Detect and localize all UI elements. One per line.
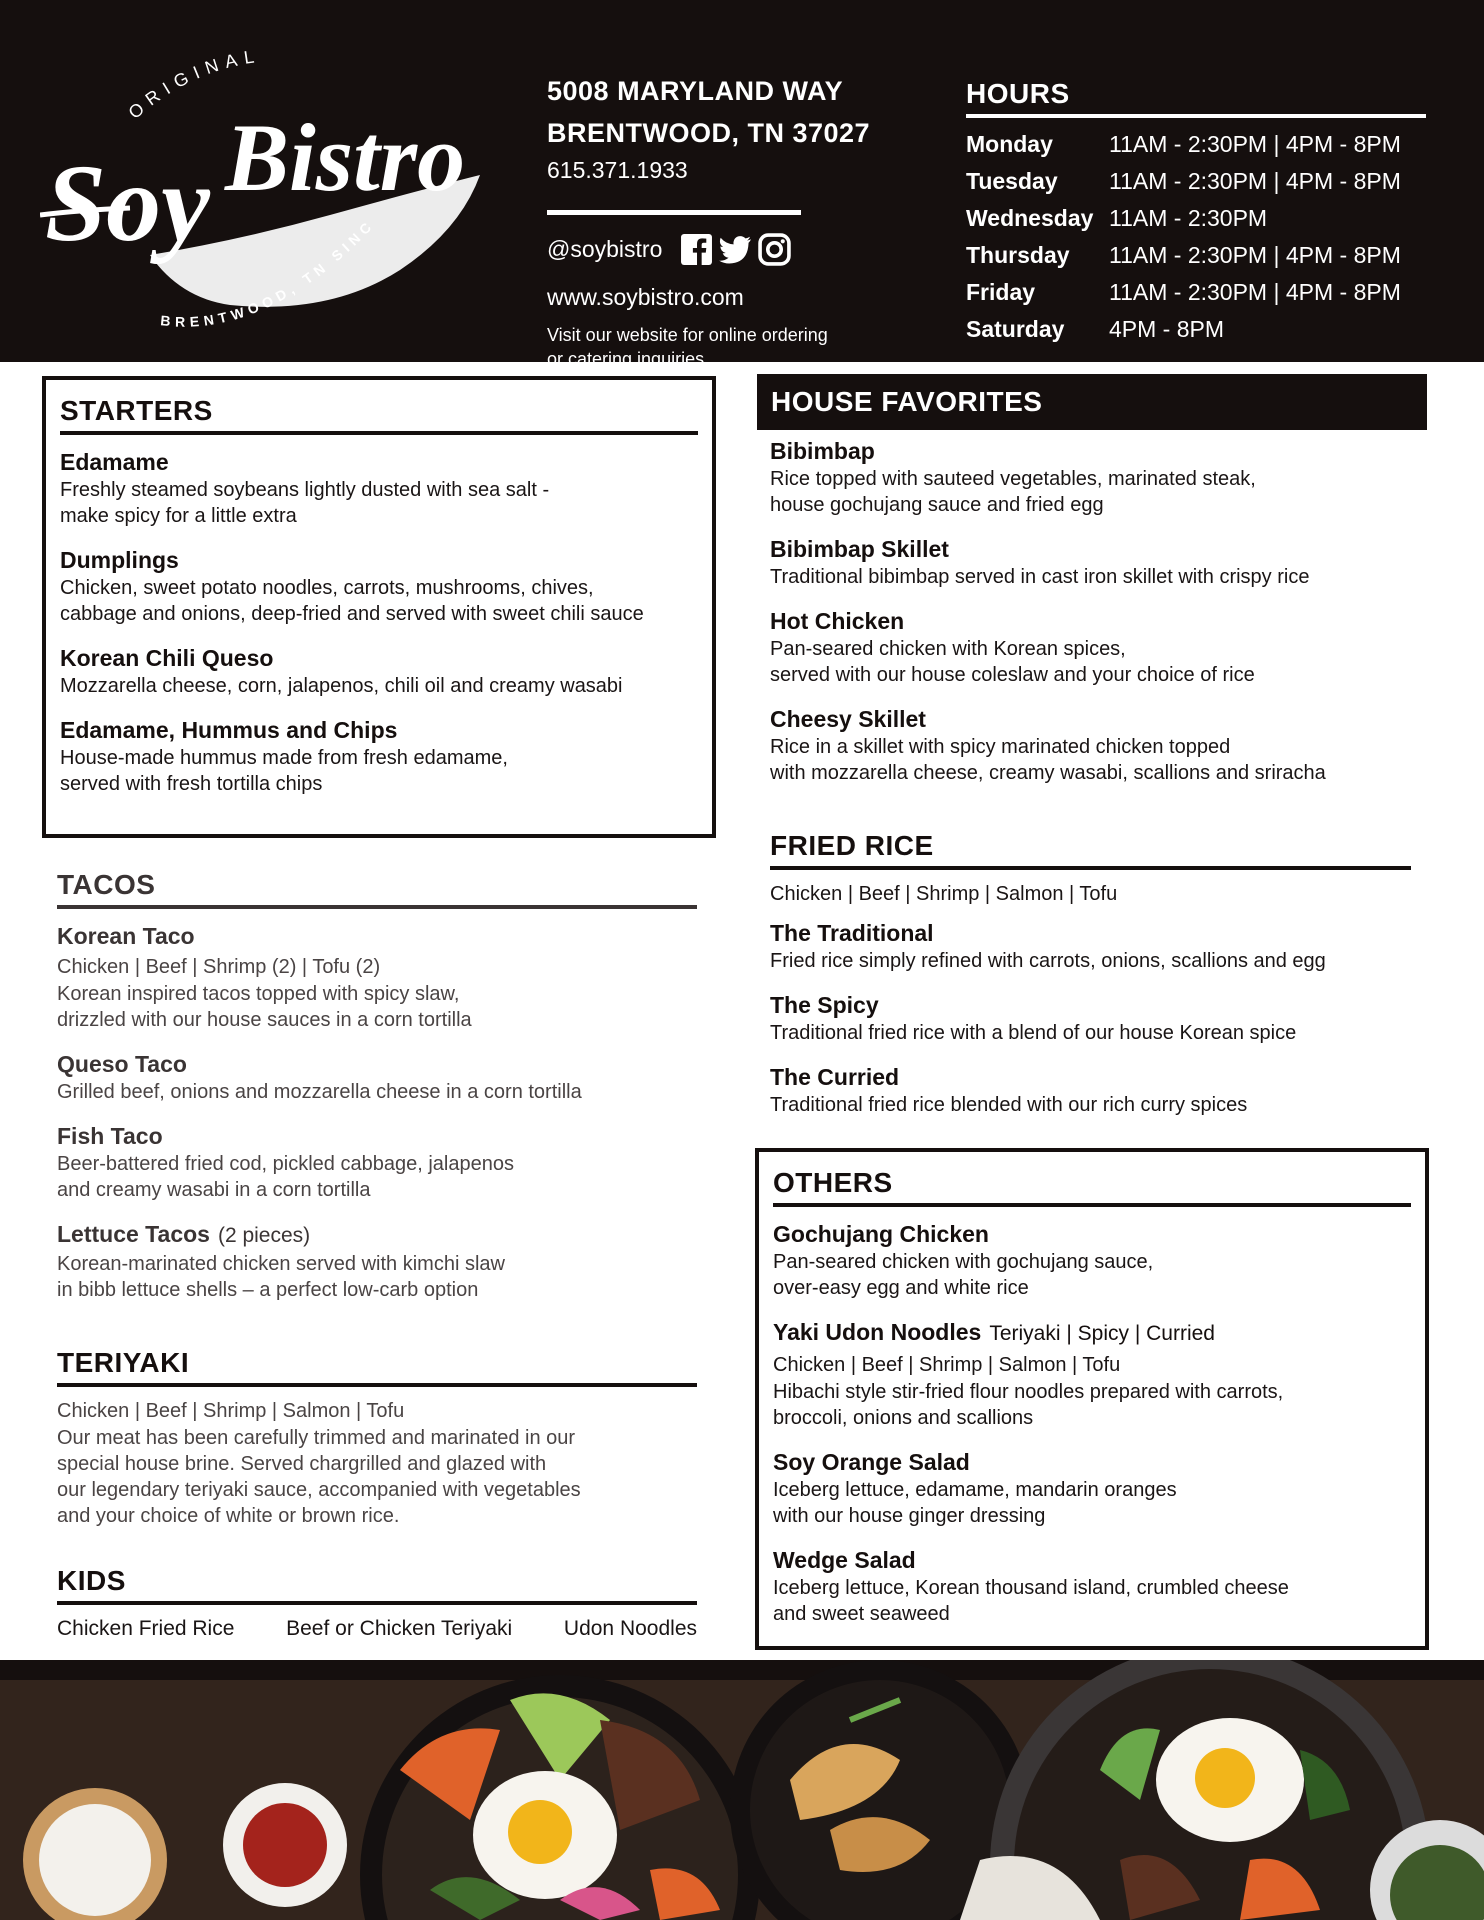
- item-desc-line: over-easy egg and white rice: [773, 1277, 1029, 1299]
- item-name: Hot Chicken: [770, 608, 905, 634]
- tacos-section: [57, 868, 697, 1303]
- item-desc-line: Hibachi style stir-fried flour noodles prepared with carrots,: [773, 1381, 1284, 1403]
- hours-row: [966, 311, 1426, 348]
- kids-title: KIDS: [57, 1565, 126, 1596]
- kids-items: [57, 1617, 697, 1641]
- logo-graphic: [40, 40, 500, 350]
- item-name: [773, 1317, 1411, 1349]
- item-desc-line: Traditional fried rice with a blend of our house Korean spice: [770, 1022, 1297, 1044]
- fried-rice-options: Chicken | Beef | Shrimp | Salmon | Tofu: [770, 883, 1118, 905]
- logo-bistro-text: Bistro: [225, 104, 466, 211]
- hours-time: 4PM - 8PM: [1109, 316, 1225, 342]
- item-name: Gochujang Chicken: [773, 1221, 989, 1247]
- item-desc-line: Rice topped with sauteed vegetables, marinated steak,: [770, 468, 1256, 490]
- hours-time: 11AM - 2:30PM | 4PM - 8PM: [1109, 242, 1401, 268]
- item-desc-line: Korean inspired tacos topped with spicy slaw,: [57, 983, 460, 1005]
- item-name: Wedge Salad: [773, 1547, 916, 1573]
- hours-row: [966, 163, 1426, 200]
- starters-section: [42, 376, 716, 838]
- item-desc-line: our legendary teriyaki sauce, accompanied with vegetables: [57, 1479, 581, 1501]
- item-desc-line: and sweet seaweed: [773, 1603, 950, 1625]
- hours-day: Saturday: [966, 316, 1065, 342]
- menu-item: [770, 606, 1427, 688]
- logo-soy-text: Soy: [45, 142, 210, 264]
- item-desc-line: with our house ginger dressing: [773, 1505, 1046, 1527]
- item-name: The Curried: [770, 1064, 900, 1090]
- item-desc-line: Beer-battered fried cod, pickled cabbage, jalapenos: [57, 1153, 514, 1175]
- logo-since-text: BRENTWOOD, TN SINC: [159, 215, 378, 330]
- hours-day: Thursday: [966, 242, 1070, 268]
- item-desc-line: Pan-seared chicken with Korean spices,: [770, 638, 1126, 660]
- hours-title: HOURS: [966, 78, 1070, 109]
- item-desc-line: Our meat has been carefully trimmed and marinated in our: [57, 1427, 576, 1449]
- item-name-sub: (2 pieces): [217, 1224, 311, 1247]
- menu-item: [773, 1317, 1411, 1431]
- menu-item: [60, 643, 698, 699]
- hours-time: 11AM - 2:30PM | 4PM - 8PM: [1109, 168, 1401, 194]
- menu-item: [770, 918, 1410, 974]
- hours-day: Wednesday: [966, 205, 1094, 231]
- item-desc-line: served with our house coleslaw and your choice of rice: [770, 664, 1255, 686]
- item-name: Fish Taco: [57, 1123, 163, 1149]
- item-options: Chicken | Beef | Shrimp | Salmon | Tofu: [773, 1354, 1121, 1376]
- hours-list: [966, 126, 1426, 348]
- menu-item: [57, 921, 697, 1033]
- item-desc-line: Chicken, sweet potato noodles, carrots, mushrooms, chives,: [60, 577, 594, 599]
- others-section: [755, 1148, 1429, 1650]
- item-name: Queso Taco: [57, 1051, 187, 1077]
- kids-divider: [57, 1601, 697, 1605]
- kids-item: Chicken Fried Rice: [57, 1617, 235, 1640]
- fried-rice-divider: [770, 866, 1411, 870]
- starters-title: STARTERS: [60, 395, 213, 426]
- item-desc-line: and your choice of white or brown rice.: [57, 1505, 400, 1527]
- item-desc-line: Freshly steamed soybeans lightly dusted with sea salt -: [60, 479, 550, 501]
- item-name: Bibimbap Skillet: [770, 536, 949, 562]
- food-photo-banner: [0, 1660, 1484, 1920]
- hours-time: 11AM - 2:30PM: [1109, 205, 1268, 231]
- teriyaki-options: Chicken | Beef | Shrimp | Salmon | Tofu: [57, 1400, 405, 1422]
- item-desc-line: Korean-marinated chicken served with kimchi slaw: [57, 1253, 505, 1275]
- hours-block: [966, 76, 1426, 348]
- hours-row: [966, 274, 1426, 311]
- item-name: [57, 1219, 697, 1251]
- item-name-sub: Teriyaki | Spicy | Curried: [989, 1322, 1215, 1345]
- item-desc-line: served with fresh tortilla chips: [60, 773, 323, 795]
- item-desc-line: Traditional bibimbap served in cast iron skillet with crispy rice: [770, 566, 1310, 588]
- contact-block: [547, 70, 927, 371]
- item-desc-line: Rice in a skillet with spicy marinated chicken topped: [770, 736, 1231, 758]
- hours-divider: [966, 114, 1426, 118]
- item-options: Chicken | Beef | Shrimp (2) | Tofu (2): [57, 956, 381, 978]
- item-name: The Spicy: [770, 992, 879, 1018]
- social-row: [547, 229, 927, 269]
- menu-item: [773, 1219, 1411, 1301]
- item-name: Cheesy Skillet: [770, 706, 926, 732]
- website-note: Visit our website for online ordering or catering inquiries: [547, 325, 828, 369]
- hours-day: Monday: [966, 131, 1053, 157]
- hours-day: Friday: [966, 279, 1036, 305]
- kids-section: [57, 1564, 697, 1641]
- fried-rice-section: [770, 829, 1410, 1118]
- teriyaki-divider: [57, 1383, 697, 1387]
- starters-divider: [60, 431, 698, 435]
- item-name: Korean Chili Queso: [60, 645, 274, 671]
- item-desc-line: Grilled beef, onions and mozzarella cheese in a corn tortilla: [57, 1081, 582, 1103]
- website-link[interactable]: www.soybistro.com: [547, 284, 744, 310]
- item-name: The Traditional: [770, 920, 934, 946]
- menu-item: [770, 436, 1427, 518]
- item-desc-line: Mozzarella cheese, corn, jalapenos, chili oil and creamy wasabi: [60, 675, 623, 697]
- item-desc-line: Iceberg lettuce, edamame, mandarin oranges: [773, 1479, 1177, 1501]
- item-desc-line: make spicy for a little extra: [60, 505, 297, 527]
- tacos-title: TACOS: [57, 869, 156, 900]
- house-favorites-list: [757, 436, 1427, 786]
- item-name: Korean Taco: [57, 923, 195, 949]
- item-desc-line: House-made hummus made from fresh edamame,: [60, 747, 508, 769]
- header: [0, 0, 1484, 369]
- item-name: Soy Orange Salad: [773, 1449, 970, 1475]
- item-desc-line: Traditional fried rice blended with our rich curry spices: [770, 1094, 1248, 1116]
- item-name-text: Lettuce Tacos: [57, 1221, 210, 1247]
- tacos-divider: [57, 905, 697, 909]
- menu-item: [773, 1447, 1411, 1529]
- kids-item: Beef or Chicken Teriyaki: [286, 1617, 513, 1640]
- menu-item: [60, 447, 698, 529]
- item-desc-line: broccoli, onions and scallions: [773, 1407, 1034, 1429]
- menu-item: [57, 1219, 697, 1303]
- hours-time: 11AM - 2:30PM | 4PM - 8PM: [1109, 131, 1401, 157]
- address-line1: 5008 MARYLAND WAY: [547, 76, 844, 106]
- item-desc-line: with mozzarella cheese, creamy wasabi, scallions and sriracha: [770, 762, 1326, 784]
- item-desc-line: Iceberg lettuce, Korean thousand island, crumbled cheese: [773, 1577, 1289, 1599]
- house-favorites-title-bar: [757, 374, 1427, 430]
- address-line2: BRENTWOOD, TN 37027: [547, 118, 871, 148]
- menu-item: [773, 1545, 1411, 1627]
- hours-row: [966, 237, 1426, 274]
- facebook-icon[interactable]: [680, 233, 713, 266]
- house-favorites-section: [757, 374, 1427, 786]
- item-desc-line: house gochujang sauce and fried egg: [770, 494, 1104, 516]
- others-divider: [773, 1203, 1411, 1207]
- teriyaki-title: TERIYAKI: [57, 1347, 190, 1378]
- menu-item: [770, 990, 1410, 1046]
- food-photo-graphic: [0, 1660, 1484, 1920]
- twitter-icon[interactable]: [719, 233, 752, 266]
- menu-item: [770, 1062, 1410, 1118]
- item-desc-line: Fried rice simply refined with carrots, onions, scallions and egg: [770, 950, 1326, 972]
- house-favorites-title: HOUSE FAVORITES: [771, 386, 1043, 417]
- item-desc-line: cabbage and onions, deep-fried and served with sweet chili sauce: [60, 603, 644, 625]
- menu-item: [57, 1121, 697, 1203]
- item-name-text: Yaki Udon Noodles: [773, 1319, 982, 1345]
- item-desc-line: and creamy wasabi in a corn tortilla: [57, 1179, 371, 1201]
- menu-item: [57, 1049, 697, 1105]
- hours-day: Tuesday: [966, 168, 1058, 194]
- item-desc-line: drizzled with our house sauces in a corn tortilla: [57, 1009, 472, 1031]
- item-name: Edamame, Hummus and Chips: [60, 717, 398, 743]
- soy-bistro-logo: [40, 40, 500, 350]
- hours-row: [966, 200, 1426, 237]
- menu-item: [770, 704, 1427, 786]
- item-desc-line: Pan-seared chicken with gochujang sauce,: [773, 1251, 1154, 1273]
- fried-rice-title: FRIED RICE: [770, 830, 934, 861]
- kids-item: Udon Noodles: [563, 1617, 697, 1640]
- item-desc-line: in bibb lettuce shells – a perfect low-carb option: [57, 1279, 479, 1301]
- teriyaki-section: [57, 1346, 697, 1529]
- social-handle[interactable]: @soybistro: [547, 235, 663, 262]
- hours-row: [966, 126, 1426, 163]
- phone-number[interactable]: 615.371.1933: [547, 157, 688, 183]
- hours-time: 11AM - 2:30PM | 4PM - 8PM: [1109, 279, 1401, 305]
- menu-item: [60, 715, 698, 797]
- menu-item: [60, 545, 698, 627]
- contact-divider: [547, 210, 801, 215]
- menu-item: [770, 534, 1427, 590]
- instagram-icon[interactable]: [758, 233, 791, 266]
- item-desc-line: special house brine. Served chargrilled and glazed with: [57, 1453, 547, 1475]
- item-name: Bibimbap: [770, 438, 875, 464]
- others-title: OTHERS: [773, 1167, 893, 1198]
- item-name: Edamame: [60, 449, 169, 475]
- item-name: Dumplings: [60, 547, 179, 573]
- logo-original-text: ORIGINAL: [124, 45, 263, 123]
